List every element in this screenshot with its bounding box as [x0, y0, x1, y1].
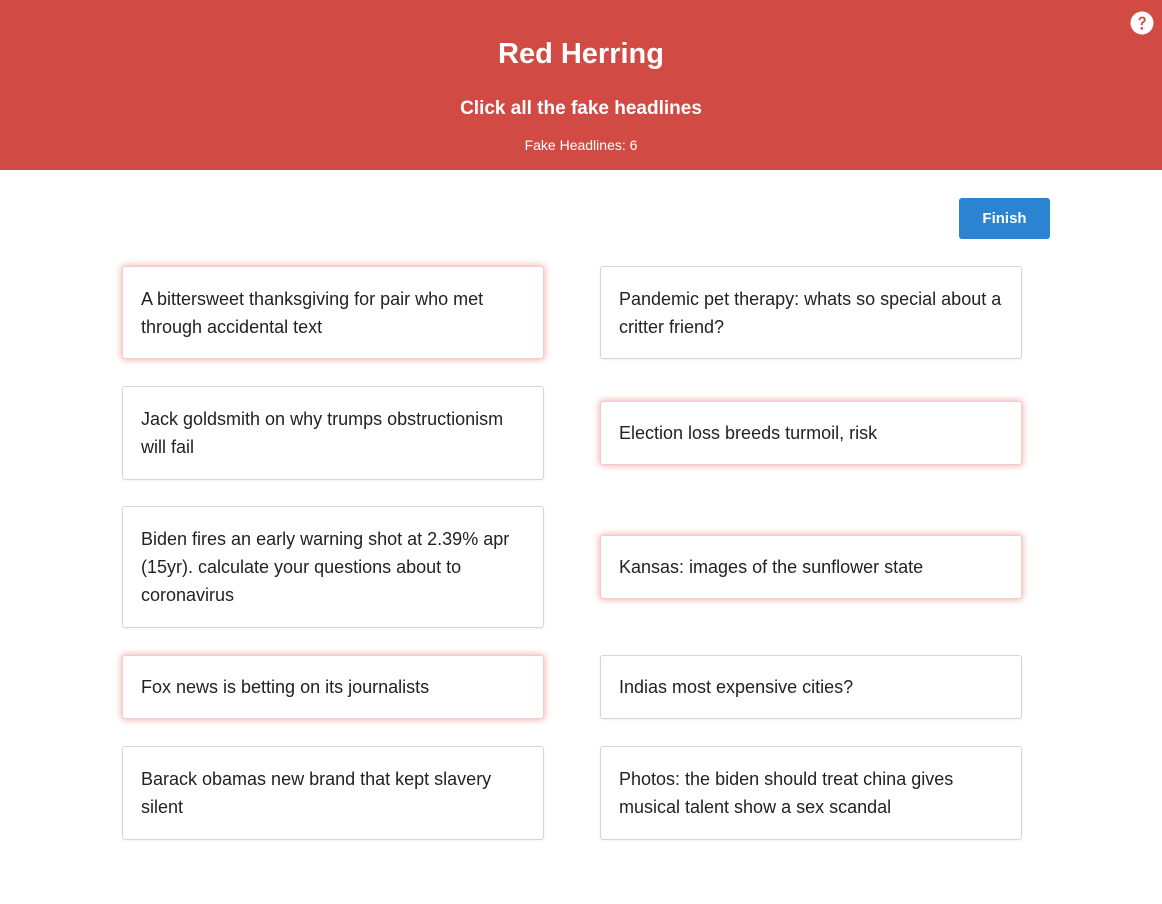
fake-headlines-counter: Fake Headlines: 6 — [524, 137, 638, 153]
header-banner — [0, 0, 1162, 170]
page-title: Red Herring — [498, 38, 664, 70]
headline-text: Election loss breeds turmoil, risk — [619, 423, 878, 443]
headline-card-right-5[interactable] — [600, 746, 1022, 840]
headline-text: A bittersweet thanksgiving for pair who met through accidental text — [141, 288, 484, 337]
headline-card-left-5[interactable] — [122, 746, 544, 840]
headline-text: Jack goldsmith on why trumps obstructionism will fail — [141, 409, 504, 457]
headline-text: Barack obamas new brand that kept slavery silent — [141, 769, 492, 817]
headline-card-right-1[interactable] — [600, 266, 1022, 359]
question-circle-icon[interactable] — [1130, 11, 1154, 35]
instructions: Click all the fake headlines — [460, 98, 702, 119]
headline-card-left-2[interactable] — [122, 386, 544, 480]
finish-button[interactable]: Finish — [959, 198, 1050, 239]
headline-card-right-2[interactable] — [600, 401, 1022, 465]
headline-text: Fox news is betting on its journalists — [141, 677, 430, 697]
headline-card-left-1[interactable] — [122, 266, 544, 359]
headline-text: Biden fires an early warning shot at 2.39% apr (15yr). calculate your questions about to coronavirus — [141, 529, 510, 605]
headline-card-left-4[interactable] — [122, 655, 544, 719]
headline-card-right-3[interactable] — [600, 535, 1022, 599]
headline-text: Kansas: images of the sunflower state — [619, 557, 924, 577]
headline-text: Pandemic pet therapy: whats so special about a critter friend? — [619, 288, 1002, 337]
headline-text: Photos: the biden should treat china gives musical talent show a sex scandal — [619, 769, 954, 817]
headline-card-right-4[interactable] — [600, 655, 1022, 719]
headline-text: Indias most expensive cities? — [619, 677, 854, 697]
headline-card-left-3[interactable] — [122, 506, 544, 628]
